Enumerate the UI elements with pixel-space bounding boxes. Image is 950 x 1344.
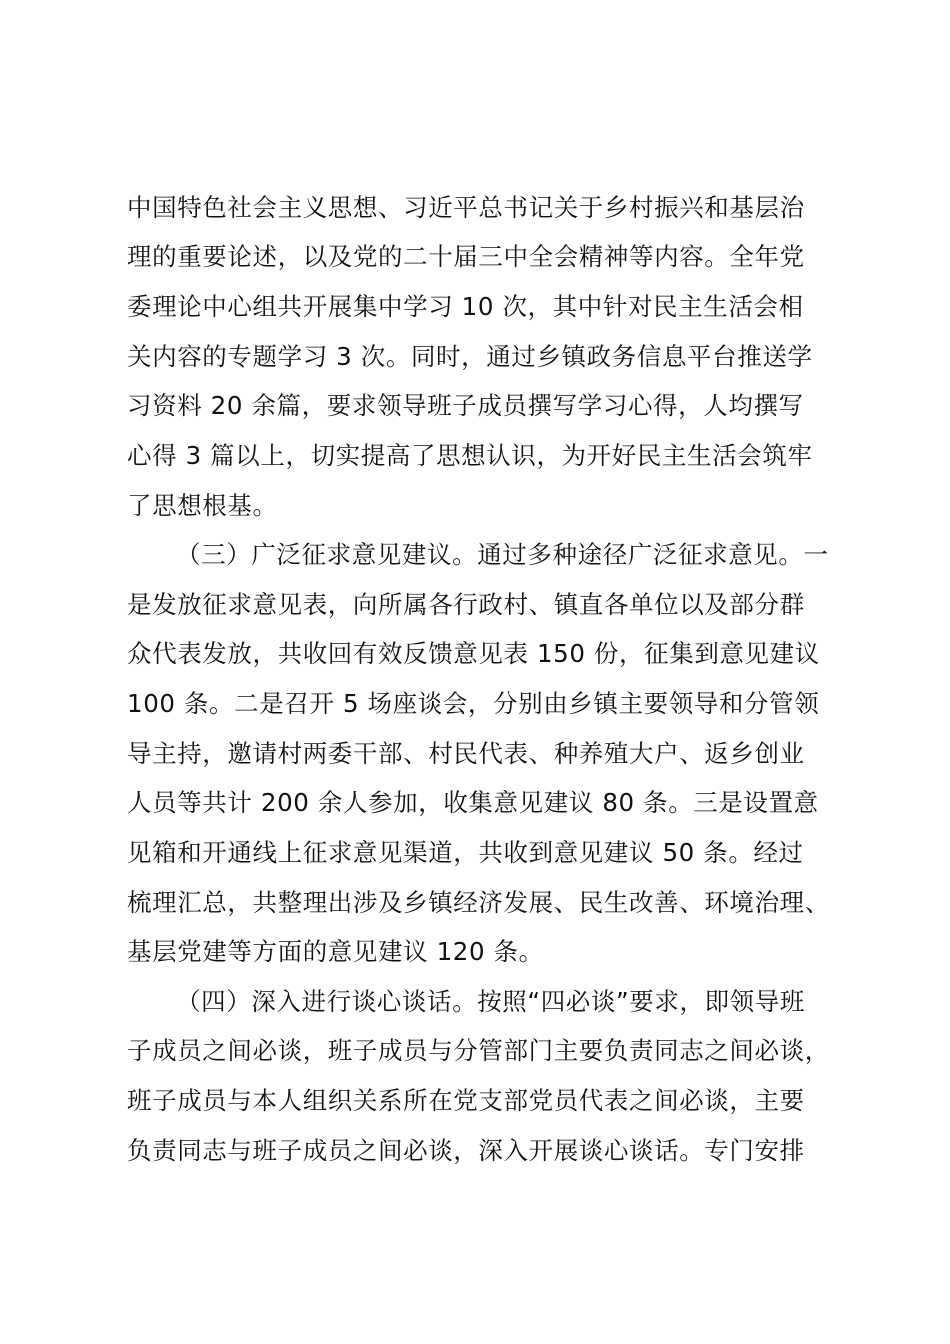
text-line: 班子成员与本人组织关系所在党支部党员代表之间必谈，主要 (127, 1086, 805, 1115)
text-line: 心得 3 篇以上，切实提高了思想认识，为开好民主生活会筑牢 (127, 441, 813, 470)
text-line: 子成员之间必谈，班子成员与分管部门主要负责同志之间必谈， (127, 1036, 830, 1065)
text-line: 理的重要论述，以及党的二十届三中全会精神等内容。全年党 (127, 242, 805, 271)
text-line: 关内容的专题学习 3 次。同时，通过乡镇政务信息平台推送学 (127, 342, 813, 371)
text-line: 人员等共计 200 余人参加，收集意见建议 80 条。三是设置意 (127, 788, 819, 817)
text-line: 见箱和开通线上征求意见渠道，共收到意见建议 50 条。经过 (127, 838, 804, 867)
text-line: 习资料 20 余篇，要求领导班子成员撰写学习心得，人均撰写 (127, 391, 804, 420)
text-line: 导主持，邀请村两委干部、村民代表、种养殖大户、返乡创业 (127, 739, 805, 768)
text-line: 委理论中心组共开展集中学习 10 次，其中针对民主生活会相 (127, 292, 804, 321)
section-heading-4: （四）深入进行谈心谈话。按照“四必谈”要求，即领导班 (176, 987, 805, 1016)
text-line: 众代表发放，共收回有效反馈意见表 150 份，征集到意见建议 (127, 639, 820, 668)
text-line: 中国特色社会主义思想、习近平总书记关于乡村振兴和基层治 (127, 193, 805, 222)
text-line: 了思想根基。 (127, 491, 278, 520)
text-line: 基层党建等方面的意见建议 120 条。 (127, 937, 544, 966)
text-line: 梳理汇总，共整理出涉及乡镇经济发展、民生改善、环境治理、 (127, 888, 830, 917)
text-line: 负责同志与班子成员之间必谈，深入开展谈心谈话。专门安排 (127, 1136, 805, 1165)
text-line: 100 条。二是召开 5 场座谈会，分别由乡镇主要领导和分管领 (127, 689, 820, 718)
text-line: 是发放征求意见表，向所属各行政村、镇直各单位以及部分群 (127, 590, 805, 619)
section-heading-3: （三）广泛征求意见建议。通过多种途径广泛征求意见。一 (176, 540, 829, 569)
